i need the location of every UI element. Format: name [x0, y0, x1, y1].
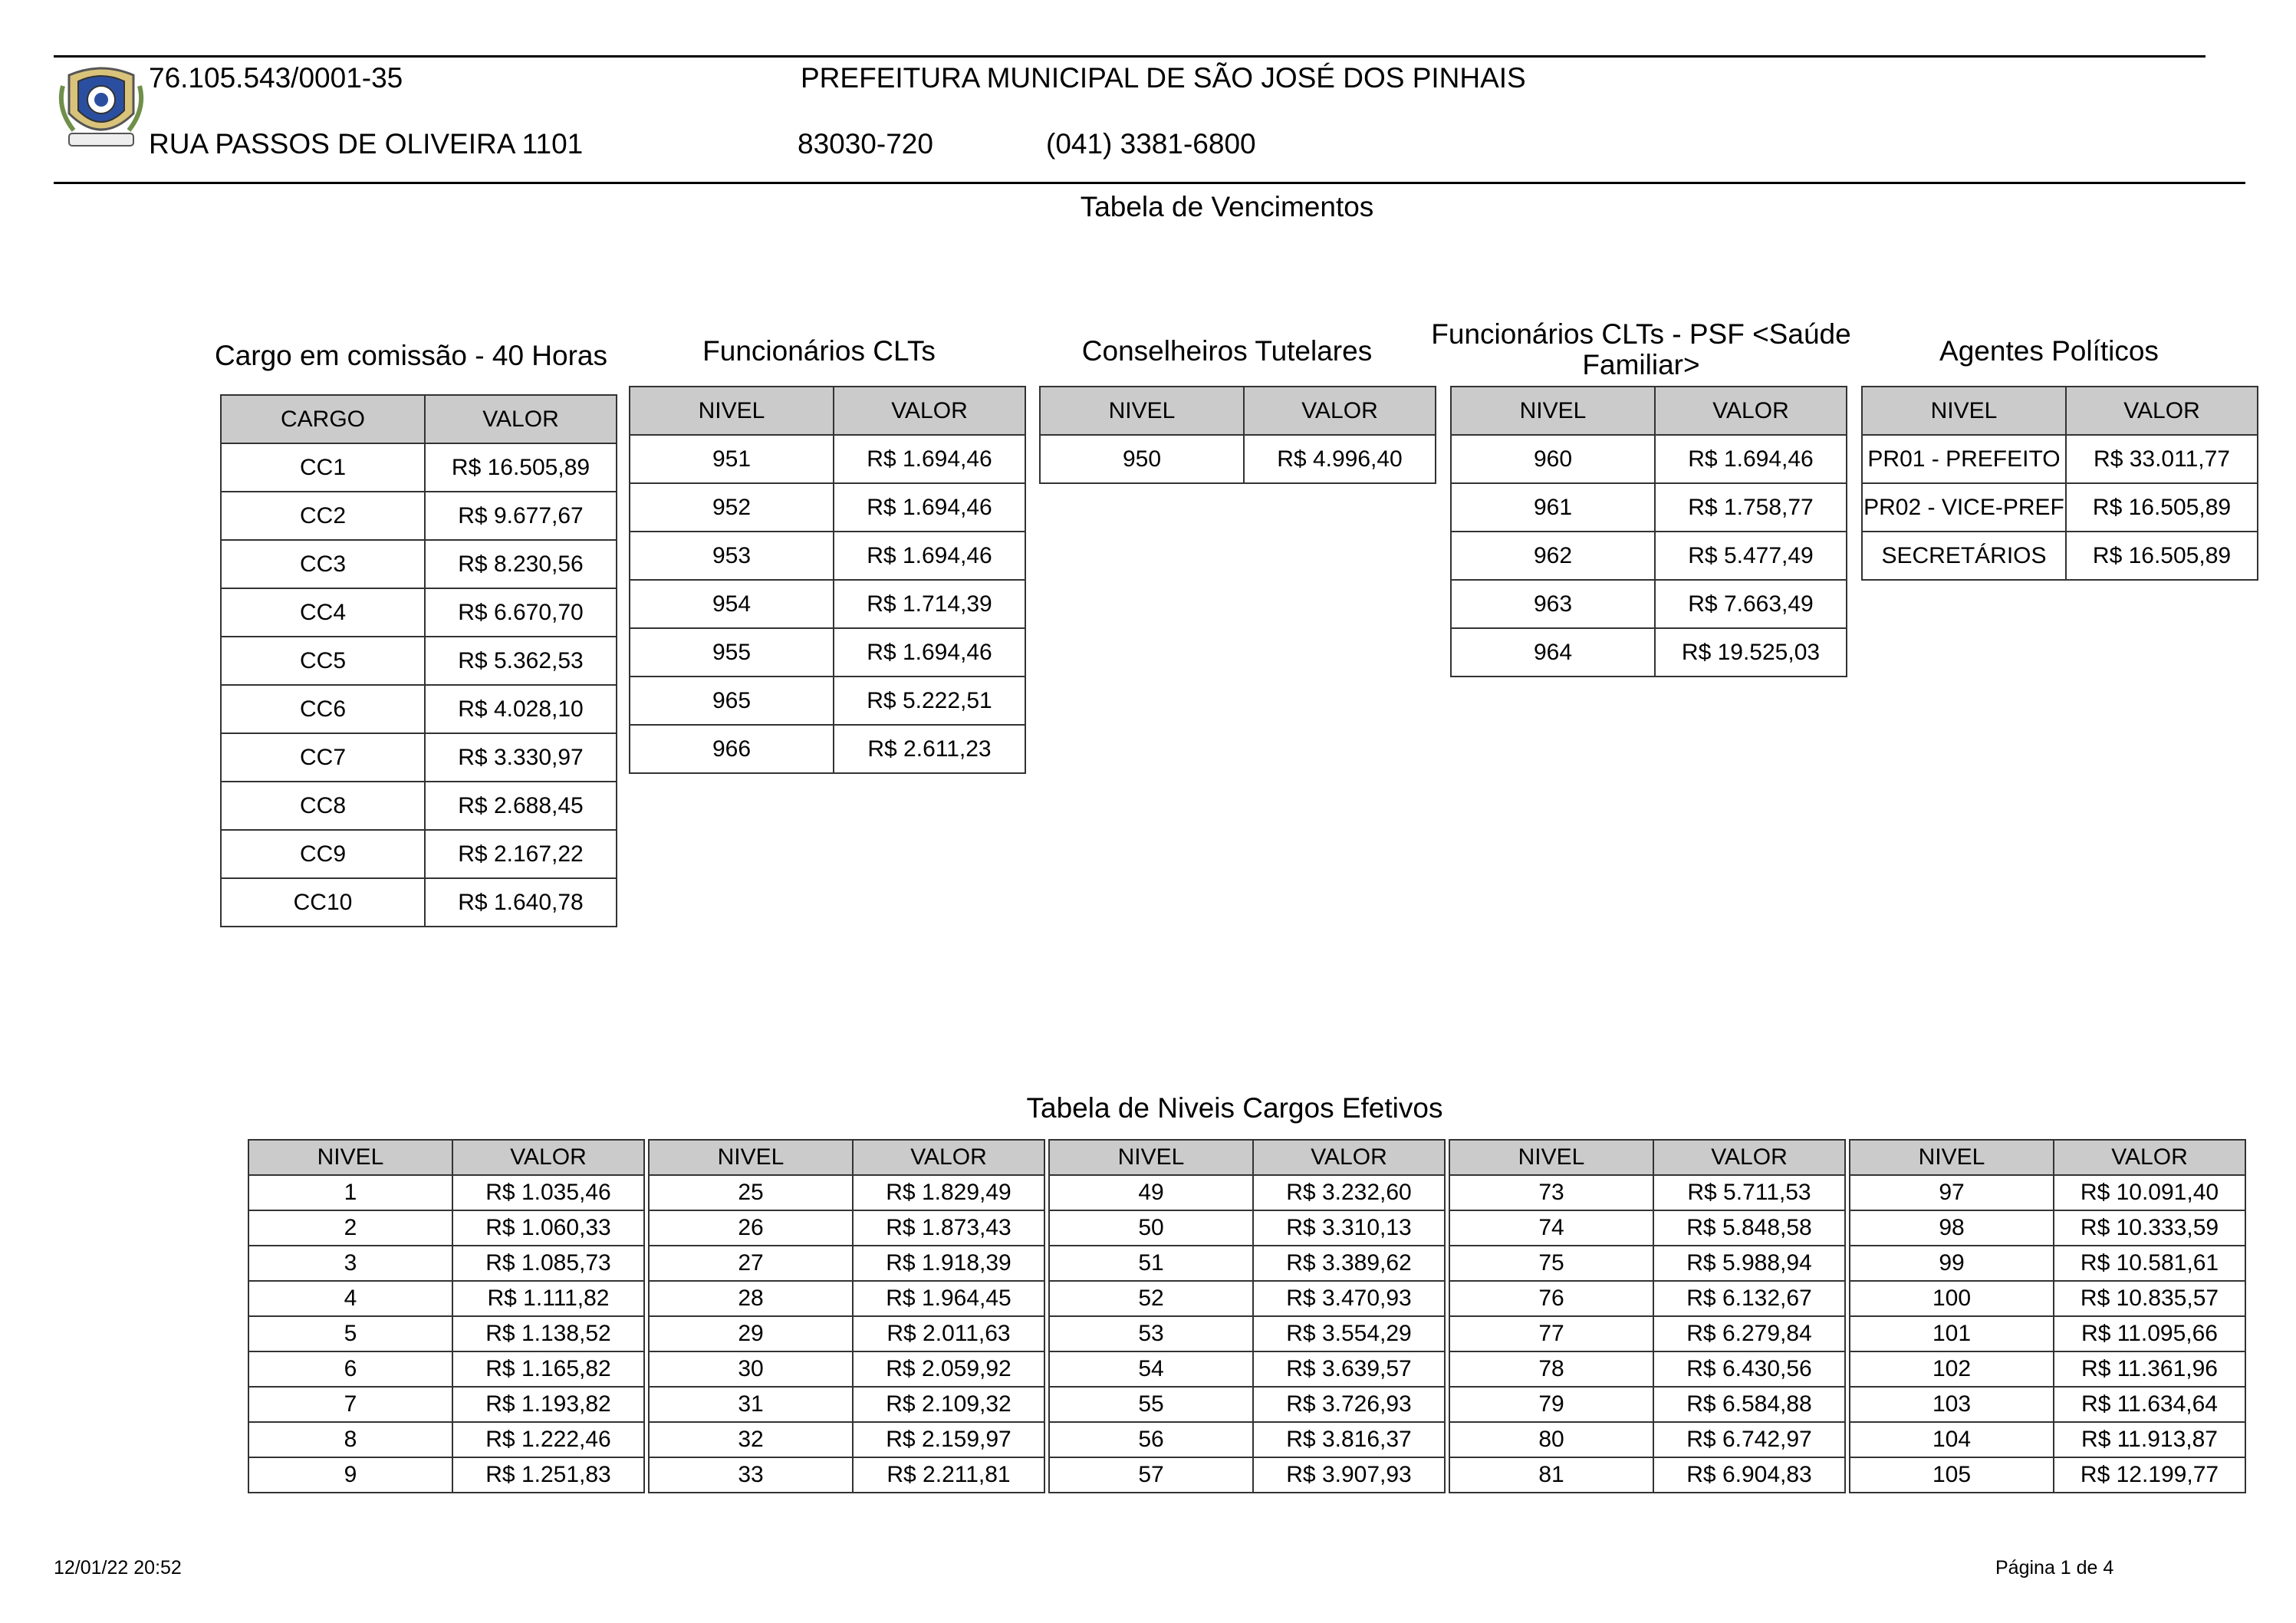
table-cell: R$ 2.211,81 — [853, 1457, 1044, 1493]
table-cell: 105 — [1850, 1457, 2054, 1493]
table-cell: CC9 — [221, 830, 425, 878]
table-row — [649, 1387, 1044, 1422]
table-cell: 28 — [649, 1281, 853, 1316]
table-cell: 3 — [248, 1246, 452, 1281]
table-cell: 102 — [1850, 1351, 2054, 1387]
table-row — [1049, 1246, 1445, 1281]
table-cell: 74 — [1449, 1210, 1653, 1246]
table-row — [1850, 1351, 2245, 1387]
table-row — [248, 1457, 644, 1493]
table-cell: R$ 3.639,57 — [1253, 1351, 1445, 1387]
table-cell: CC1 — [221, 443, 425, 492]
table-cell: 55 — [1049, 1387, 1253, 1422]
table-cell: PR02 - VICE-PREF — [1862, 483, 2066, 532]
table-row — [649, 1281, 1044, 1316]
table-cell: R$ 2.611,23 — [834, 725, 1025, 773]
col-header-nivel: NIVEL — [248, 1140, 452, 1175]
table-cell: R$ 2.688,45 — [425, 782, 617, 830]
table-row — [1449, 1246, 1845, 1281]
section-title-agentes-politicos: Agentes Políticos — [1939, 335, 2159, 367]
table-cell: R$ 5.711,53 — [1653, 1175, 1845, 1210]
table-cell: R$ 1.193,82 — [452, 1387, 644, 1422]
table-cell: R$ 1.964,45 — [853, 1281, 1044, 1316]
table-cell: 52 — [1049, 1281, 1253, 1316]
table-row — [1449, 1457, 1845, 1493]
table-cell: 30 — [649, 1351, 853, 1387]
table-cell: SECRETÁRIOS — [1862, 532, 2066, 580]
col-header-valor: VALOR — [853, 1140, 1044, 1175]
table-cell: 78 — [1449, 1351, 1653, 1387]
table-cell: 4 — [248, 1281, 452, 1316]
table-cell: R$ 16.505,89 — [2066, 483, 2258, 532]
table-row — [649, 1210, 1044, 1246]
table-cell: 75 — [1449, 1246, 1653, 1281]
table-cell: 27 — [649, 1246, 853, 1281]
table-cell: R$ 3.330,97 — [425, 733, 617, 782]
table-cell: R$ 16.505,89 — [425, 443, 617, 492]
table-cell: 51 — [1049, 1246, 1253, 1281]
table-cell: R$ 6.132,67 — [1653, 1281, 1845, 1316]
table-row — [1449, 1281, 1845, 1316]
table-row — [1850, 1281, 2245, 1316]
section-title-conselheiros-tutelares: Conselheiros Tutelares — [1081, 335, 1373, 367]
table-cell: 952 — [630, 483, 834, 532]
table-cell: R$ 33.011,77 — [2066, 435, 2258, 483]
table-cell: 50 — [1049, 1210, 1253, 1246]
table-cell: R$ 11.913,87 — [2054, 1422, 2245, 1457]
table-cell: 966 — [630, 725, 834, 773]
table-cell: R$ 5.477,49 — [1655, 532, 1847, 580]
table-row — [1449, 1316, 1845, 1351]
table-cell: 962 — [1451, 532, 1655, 580]
table-cell: 76 — [1449, 1281, 1653, 1316]
table-cell: 8 — [248, 1422, 452, 1457]
table-clts-psf — [1450, 386, 1847, 677]
table-cell: 33 — [649, 1457, 853, 1493]
col-header-valor: VALOR — [2054, 1140, 2245, 1175]
col-header-valor: VALOR — [834, 387, 1025, 435]
table-row — [1449, 1175, 1845, 1210]
table-cell: CC8 — [221, 782, 425, 830]
section-title-funcionarios-clts: Funcionários CLTs — [702, 335, 936, 367]
table-cell: R$ 3.726,93 — [1253, 1387, 1445, 1422]
table-cell: R$ 1.714,39 — [834, 580, 1025, 628]
table-cell: 73 — [1449, 1175, 1653, 1210]
table-row — [1049, 1210, 1445, 1246]
table-cell: R$ 1.251,83 — [452, 1457, 644, 1493]
table-row — [248, 1422, 644, 1457]
table-levels-5 — [1849, 1139, 2246, 1493]
table-cell: PR01 - PREFEITO — [1862, 435, 2066, 483]
table-row — [1850, 1175, 2245, 1210]
table-cell: R$ 1.085,73 — [452, 1246, 644, 1281]
table-row — [1049, 1457, 1445, 1493]
table-row — [1049, 1316, 1445, 1351]
table-cell: 56 — [1049, 1422, 1253, 1457]
table-row — [221, 540, 617, 588]
table-levels-2 — [648, 1139, 1045, 1493]
table-cell: R$ 1.694,46 — [834, 532, 1025, 580]
table-row — [649, 1422, 1044, 1457]
table-row — [221, 443, 617, 492]
table-row — [649, 1457, 1044, 1493]
table-agentes-politicos — [1861, 386, 2258, 581]
levels-title: Tabela de Niveis Cargos Efetivos — [1026, 1092, 1443, 1124]
table-row — [221, 782, 617, 830]
table-cell: R$ 6.670,70 — [425, 588, 617, 637]
col-header-nivel: NIVEL — [1850, 1140, 2054, 1175]
document-title: Tabela de Vencimentos — [1080, 191, 1374, 222]
col-header-nivel: NIVEL — [1862, 387, 2066, 435]
table-row — [1862, 483, 2258, 532]
table-cell: 104 — [1850, 1422, 2054, 1457]
table-cell: R$ 3.232,60 — [1253, 1175, 1445, 1210]
table-cell: R$ 11.361,96 — [2054, 1351, 2245, 1387]
table-cell: CC4 — [221, 588, 425, 637]
table-cell: 54 — [1049, 1351, 1253, 1387]
table-cell: R$ 1.873,43 — [853, 1210, 1044, 1246]
table-row — [1850, 1457, 2245, 1493]
table-cell: 103 — [1850, 1387, 2054, 1422]
table-cell: R$ 6.279,84 — [1653, 1316, 1845, 1351]
table-cell: R$ 1.060,33 — [452, 1210, 644, 1246]
section-title-clts-psf: Funcionários CLTs - PSF <Saúde Familiar> — [1431, 318, 1851, 380]
table-cell: 2 — [248, 1210, 452, 1246]
table-cell: R$ 8.230,56 — [425, 540, 617, 588]
table-row — [630, 483, 1025, 532]
table-cell: 98 — [1850, 1210, 2054, 1246]
coat-of-arms-icon — [58, 60, 144, 153]
table-funcionarios-clts — [629, 386, 1026, 774]
table-row — [649, 1246, 1044, 1281]
col-header-nivel: NIVEL — [649, 1140, 853, 1175]
table-cell: R$ 1.138,52 — [452, 1316, 644, 1351]
table-cell: R$ 3.310,13 — [1253, 1210, 1445, 1246]
table-cell: 79 — [1449, 1387, 1653, 1422]
table-row — [221, 830, 617, 878]
table-cell: 32 — [649, 1422, 853, 1457]
table-cell: 951 — [630, 435, 834, 483]
cnpj: 76.105.543/0001-35 — [149, 62, 403, 94]
col-header-nivel: NIVEL — [1449, 1140, 1653, 1175]
table-row — [1049, 1422, 1445, 1457]
table-cell: R$ 1.035,46 — [452, 1175, 644, 1210]
table-cell: R$ 2.109,32 — [853, 1387, 1044, 1422]
table-row — [630, 677, 1025, 725]
col-header-valor: VALOR — [1253, 1140, 1445, 1175]
table-row — [221, 878, 617, 927]
table-cell: CC2 — [221, 492, 425, 540]
table-cell: R$ 2.167,22 — [425, 830, 617, 878]
table-row — [649, 1316, 1044, 1351]
table-cell: 26 — [649, 1210, 853, 1246]
table-cell: R$ 3.470,93 — [1253, 1281, 1445, 1316]
table-row — [1449, 1210, 1845, 1246]
table-cell: R$ 1.165,82 — [452, 1351, 644, 1387]
table-row — [1451, 628, 1847, 677]
table-cell: R$ 11.095,66 — [2054, 1316, 2245, 1351]
table-row — [221, 733, 617, 782]
table-cell: R$ 1.918,39 — [853, 1246, 1044, 1281]
table-cell: 49 — [1049, 1175, 1253, 1210]
cep: 83030-720 — [798, 128, 933, 160]
address: RUA PASSOS DE OLIVEIRA 1101 — [149, 128, 584, 160]
header-bottom-rule — [54, 182, 2245, 184]
table-cell: 964 — [1451, 628, 1655, 677]
table-levels-4 — [1449, 1139, 1846, 1493]
col-header-valor: VALOR — [2066, 387, 2258, 435]
table-cell: R$ 1.222,46 — [452, 1422, 644, 1457]
table-cargo-comissao — [220, 394, 617, 927]
table-row — [221, 637, 617, 685]
table-row — [248, 1246, 644, 1281]
table-cell: R$ 12.199,77 — [2054, 1457, 2245, 1493]
table-row — [1049, 1175, 1445, 1210]
table-cell: R$ 5.988,94 — [1653, 1246, 1845, 1281]
table-cell: R$ 1.694,46 — [834, 435, 1025, 483]
table-row — [1040, 435, 1436, 483]
table-cell: R$ 2.159,97 — [853, 1422, 1044, 1457]
table-cell: 6 — [248, 1351, 452, 1387]
table-row — [1049, 1281, 1445, 1316]
table-row — [630, 532, 1025, 580]
table-row — [1850, 1422, 2245, 1457]
table-cell: R$ 5.848,58 — [1653, 1210, 1845, 1246]
table-cell: R$ 4.996,40 — [1244, 435, 1436, 483]
table-row — [1451, 580, 1847, 628]
table-row — [649, 1175, 1044, 1210]
table-cell: R$ 1.640,78 — [425, 878, 617, 927]
section-title-cargo-comissao: Cargo em comissão - 40 Horas — [214, 340, 608, 371]
table-cell: R$ 10.091,40 — [2054, 1175, 2245, 1210]
table-cell: 5 — [248, 1316, 452, 1351]
table-cell: 31 — [649, 1387, 853, 1422]
table-cell: 97 — [1850, 1175, 2054, 1210]
table-row — [248, 1387, 644, 1422]
table-row — [248, 1210, 644, 1246]
table-cell: R$ 1.829,49 — [853, 1175, 1044, 1210]
table-cell: R$ 1.694,46 — [834, 628, 1025, 677]
table-cell: CC3 — [221, 540, 425, 588]
table-cell: R$ 4.028,10 — [425, 685, 617, 733]
table-cell: R$ 1.758,77 — [1655, 483, 1847, 532]
table-row — [1850, 1387, 2245, 1422]
table-cell: R$ 6.904,83 — [1653, 1457, 1845, 1493]
table-cell: CC7 — [221, 733, 425, 782]
table-cell: CC10 — [221, 878, 425, 927]
table-cell: R$ 6.742,97 — [1653, 1422, 1845, 1457]
table-row — [221, 588, 617, 637]
table-cell: 100 — [1850, 1281, 2054, 1316]
table-row — [1049, 1351, 1445, 1387]
col-header-nivel: NIVEL — [1040, 387, 1244, 435]
table-cell: 965 — [630, 677, 834, 725]
table-row — [1850, 1246, 2245, 1281]
table-row — [1862, 435, 2258, 483]
table-row — [1451, 435, 1847, 483]
table-row — [248, 1316, 644, 1351]
table-cell: R$ 1.111,82 — [452, 1281, 644, 1316]
table-row — [630, 725, 1025, 773]
table-cell: 953 — [630, 532, 834, 580]
table-cell: R$ 1.694,46 — [1655, 435, 1847, 483]
table-cell: R$ 9.677,67 — [425, 492, 617, 540]
footer-page-info: Página 1 de 4 — [1995, 1557, 2114, 1579]
col-header-nivel: NIVEL — [1049, 1140, 1253, 1175]
table-cell: 77 — [1449, 1316, 1653, 1351]
table-cell: R$ 10.581,61 — [2054, 1246, 2245, 1281]
table-cell: R$ 3.554,29 — [1253, 1316, 1445, 1351]
table-cell: 7 — [248, 1387, 452, 1422]
table-conselheiros-tutelares — [1039, 386, 1436, 484]
table-row — [248, 1175, 644, 1210]
table-cell: 1 — [248, 1175, 452, 1210]
table-cell: 954 — [630, 580, 834, 628]
table-cell: R$ 11.634,64 — [2054, 1387, 2245, 1422]
col-header-valor: VALOR — [1653, 1140, 1845, 1175]
table-cell: R$ 2.059,92 — [853, 1351, 1044, 1387]
table-cell: 80 — [1449, 1422, 1653, 1457]
header-top-rule — [54, 55, 2206, 58]
table-cell: 53 — [1049, 1316, 1253, 1351]
table-cell: R$ 3.907,93 — [1253, 1457, 1445, 1493]
col-header-nivel: NIVEL — [1451, 387, 1655, 435]
table-cell: CC5 — [221, 637, 425, 685]
table-row — [248, 1281, 644, 1316]
table-cell: 963 — [1451, 580, 1655, 628]
table-row — [1451, 532, 1847, 580]
table-cell: R$ 10.333,59 — [2054, 1210, 2245, 1246]
table-levels-3 — [1048, 1139, 1446, 1493]
col-header-valor: VALOR — [452, 1140, 644, 1175]
table-row — [1451, 483, 1847, 532]
table-cell: 25 — [649, 1175, 853, 1210]
table-row — [630, 435, 1025, 483]
table-cell: 9 — [248, 1457, 452, 1493]
table-cell: R$ 7.663,49 — [1655, 580, 1847, 628]
table-cell: R$ 5.362,53 — [425, 637, 617, 685]
table-row — [1850, 1210, 2245, 1246]
table-cell: 955 — [630, 628, 834, 677]
table-row — [630, 628, 1025, 677]
col-header-cargo: CARGO — [221, 395, 425, 443]
table-row — [221, 492, 617, 540]
table-cell: R$ 10.835,57 — [2054, 1281, 2245, 1316]
table-cell: 101 — [1850, 1316, 2054, 1351]
table-row — [1049, 1387, 1445, 1422]
table-row — [248, 1351, 644, 1387]
table-cell: 81 — [1449, 1457, 1653, 1493]
table-row — [1862, 532, 2258, 580]
table-row — [649, 1351, 1044, 1387]
table-cell: R$ 3.389,62 — [1253, 1246, 1445, 1281]
org-name: PREFEITURA MUNICIPAL DE SÃO JOSÉ DOS PINHAIS — [801, 62, 1526, 94]
col-header-valor: VALOR — [1655, 387, 1847, 435]
col-header-valor: VALOR — [1244, 387, 1436, 435]
table-levels-1 — [248, 1139, 645, 1493]
table-cell: R$ 16.505,89 — [2066, 532, 2258, 580]
table-cell: CC6 — [221, 685, 425, 733]
table-cell: 57 — [1049, 1457, 1253, 1493]
table-cell: R$ 3.816,37 — [1253, 1422, 1445, 1457]
table-row — [1850, 1316, 2245, 1351]
col-header-nivel: NIVEL — [630, 387, 834, 435]
table-cell: R$ 6.430,56 — [1653, 1351, 1845, 1387]
table-cell: 961 — [1451, 483, 1655, 532]
table-cell: 960 — [1451, 435, 1655, 483]
table-cell: 29 — [649, 1316, 853, 1351]
table-row — [1449, 1351, 1845, 1387]
table-cell: 99 — [1850, 1246, 2054, 1281]
table-cell: R$ 6.584,88 — [1653, 1387, 1845, 1422]
table-row — [221, 685, 617, 733]
table-row — [1449, 1422, 1845, 1457]
table-cell: R$ 2.011,63 — [853, 1316, 1044, 1351]
footer-timestamp: 12/01/22 20:52 — [54, 1557, 182, 1579]
table-row — [1449, 1387, 1845, 1422]
table-cell: R$ 5.222,51 — [834, 677, 1025, 725]
table-cell: R$ 1.694,46 — [834, 483, 1025, 532]
col-header-valor: VALOR — [425, 395, 617, 443]
table-cell: R$ 19.525,03 — [1655, 628, 1847, 677]
table-cell: 950 — [1040, 435, 1244, 483]
phone: (041) 3381-6800 — [1046, 128, 1256, 160]
table-row — [630, 580, 1025, 628]
